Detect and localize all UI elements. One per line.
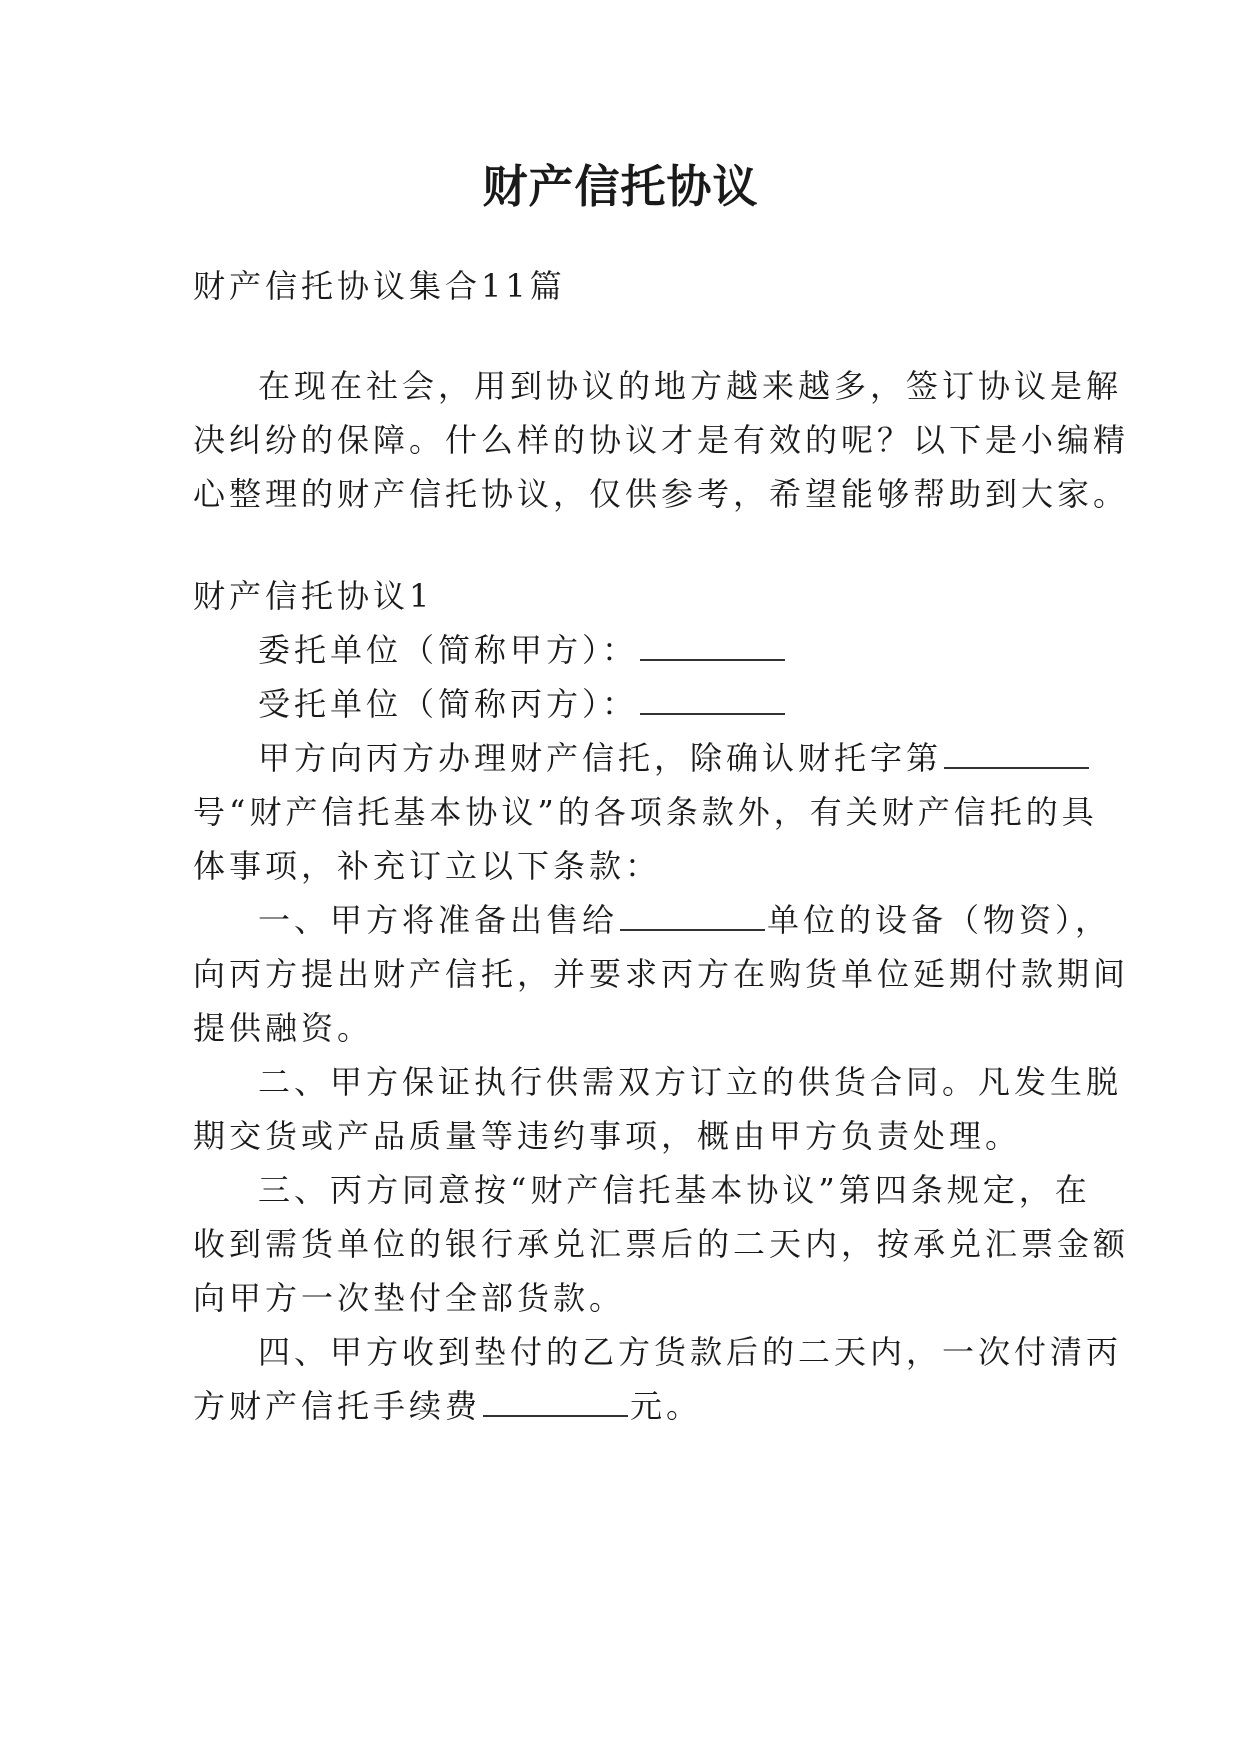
clause2-line-1: 二、甲方保证执行供需双方订立的供货合同。凡发生脱 [258, 1063, 1123, 1101]
party-a-label: 委托单位（简称甲方）： [258, 631, 639, 669]
intro-line-2: 决纠纷的保障。什么样的协议才是有效的呢？以下是小编精 [193, 421, 1130, 459]
trust-number-blank [944, 727, 1089, 769]
buyer-unit-blank [620, 889, 765, 931]
party-c-line [258, 673, 1138, 735]
section-heading: 财产信托协议1 [193, 577, 434, 615]
party-c-blank [640, 673, 785, 715]
party-a-blank [640, 619, 785, 661]
clause1-end: 单位的设备（物资）， [767, 901, 1112, 939]
clause1-line-2: 向丙方提出财产信托，并要求丙方在购货单位延期付款期间 [193, 955, 1130, 993]
clause4-end: 元。 [630, 1387, 703, 1425]
intro-line-1: 在现在社会，用到协议的地方越来越多，签订协议是解 [258, 367, 1123, 405]
clause2-line-2: 期交货或产品质量等违约事项，概由甲方负责处理。 [193, 1117, 1022, 1155]
clause3-line-2: 收到需货单位的银行承兑汇票后的二天内，按承兑汇票金额 [193, 1225, 1130, 1263]
clause4-start: 方财产信托手续费 [193, 1387, 482, 1425]
document-subtitle: 财产信托协议集合11篇 [193, 267, 566, 305]
fee-amount-blank [483, 1375, 628, 1417]
party-a-line [258, 619, 1138, 681]
clause1-line-3: 提供融资。 [193, 1009, 374, 1047]
para1-text-1: 甲方向丙方办理财产信托，除确认财托字第 [258, 739, 943, 777]
clause3-line-3: 向甲方一次垫付全部货款。 [193, 1279, 626, 1317]
para1-line-2: 号“财产信托基本协议”的各项条款外，有关财产信托的具 [193, 793, 1098, 831]
clause1-start: 一、甲方将准备出售给 [258, 901, 619, 939]
party-c-label: 受托单位（简称丙方）： [258, 685, 639, 723]
para1-line-1 [258, 727, 1138, 789]
clause1-line-1 [258, 889, 1138, 951]
clause3-line-1: 三、丙方同意按“财产信托基本协议”第四条规定，在 [258, 1171, 1091, 1209]
para1-line-3: 体事项，补充订立以下条款： [193, 847, 662, 885]
clause4-line-1: 四、甲方收到垫付的乙方货款后的二天内，一次付清丙 [258, 1333, 1123, 1371]
clause4-line-2 [193, 1375, 1073, 1437]
intro-line-3: 心整理的财产信托协议，仅供参考，希望能够帮助到大家。 [193, 475, 1130, 513]
page-title: 财产信托协议 [482, 160, 759, 213]
